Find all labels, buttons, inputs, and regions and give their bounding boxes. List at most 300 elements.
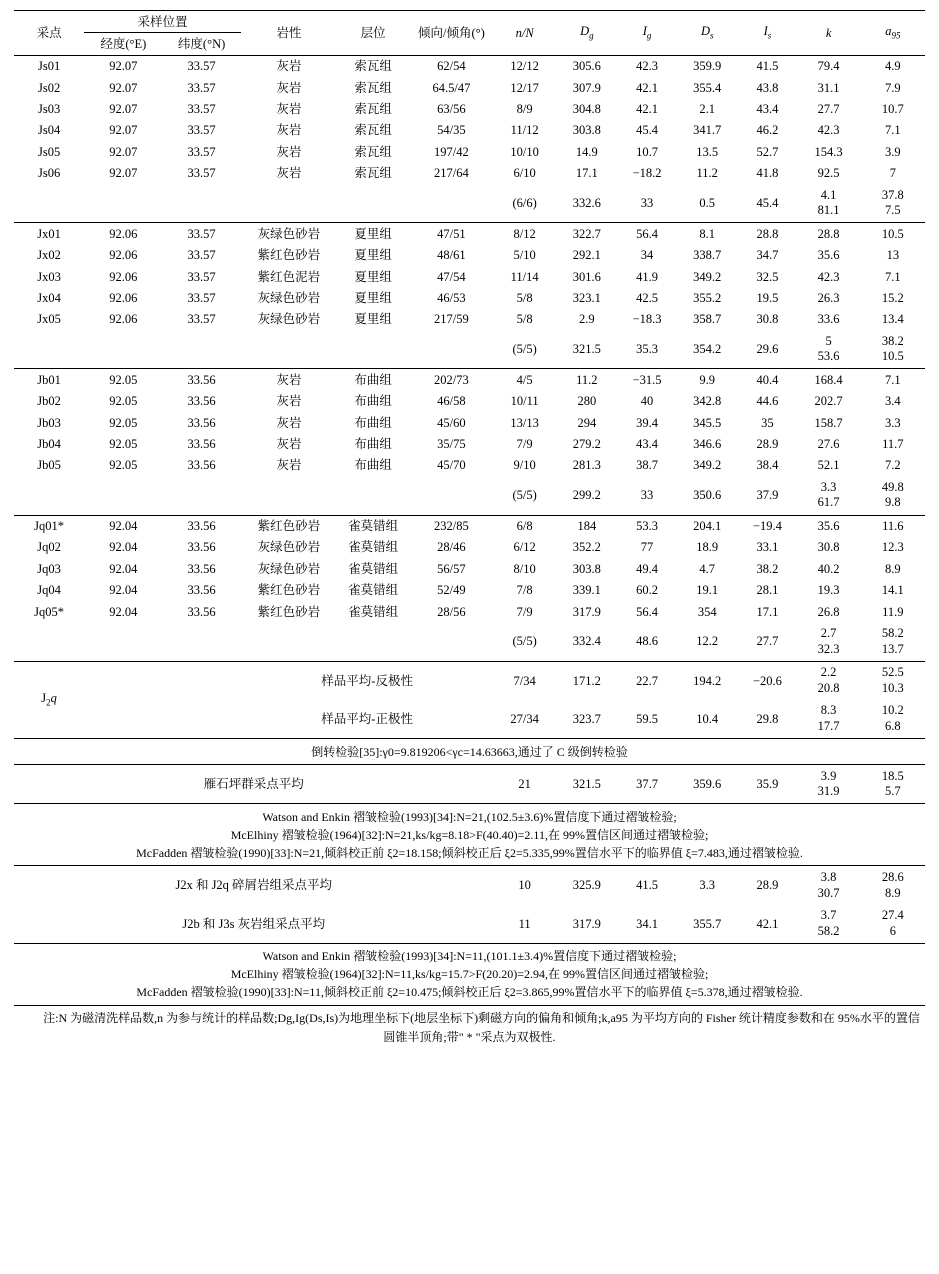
cell-site: Jb04: [37, 437, 61, 451]
cell-lon: 92.07: [109, 166, 138, 181]
cell-a95-strat: 7.5: [885, 203, 901, 218]
cell-k: 168.4: [814, 372, 843, 387]
cell-Dg: 303.8: [572, 123, 601, 138]
cell-nN: 5/8: [516, 290, 533, 305]
cell-k-strat: 30.7: [817, 885, 840, 900]
cell-a95-geo: 10.2: [881, 703, 904, 718]
cell-Ig: −18.2: [632, 166, 662, 181]
cell-lat: 33.57: [187, 248, 216, 263]
cell-Ig: 10.7: [636, 144, 658, 159]
cell-nN: 9/10: [513, 458, 536, 473]
cell-a95-strat: 5.7: [885, 784, 901, 799]
cell-Is: 43.4: [756, 102, 779, 116]
cell-Is: 28.9: [756, 437, 779, 451]
cell-k-pair: [797, 765, 861, 804]
cell-Dg: 294: [577, 415, 597, 430]
fold-test-mcfadden-1: McFadden 褶皱检验(1990)[33]:N=21,倾斜校正前 ξ2=18.158;倾斜校正后 ξ2=5.335,99%置信水平下的临界值 ξ=7.483,通过褶皱检验.: [136, 845, 803, 860]
cell-k-geo: 4.1: [820, 187, 837, 202]
cell-Dg: 332.6: [572, 195, 601, 210]
fold-test-watson-enkin-2: Watson and Enkin 褶皱检验(1993)[34]:N=11,(101.1±3.4)%置信度下通过褶皱检验;: [262, 949, 677, 964]
cell-horizon: 夏里组: [354, 290, 392, 305]
cell-Ds: 341.7: [693, 123, 722, 138]
cell-dip: 46/53: [437, 290, 466, 305]
cell-lon: 92.06: [109, 248, 138, 263]
cell-Is: 29.8: [756, 711, 779, 726]
cell-a95-strat: 8.9: [885, 885, 901, 900]
cell-lon: 92.04: [109, 604, 138, 619]
cell-a95: 14.1: [881, 583, 904, 598]
cell-nN: 5/10: [513, 248, 536, 263]
cell-Dg: 325.9: [572, 878, 601, 893]
cell-site: Jx03: [37, 269, 61, 284]
cell-horizon: 雀莫错组: [348, 561, 399, 576]
cell-Is: 38.4: [756, 458, 779, 473]
cell-lith: 灰绿色砂岩: [257, 290, 321, 305]
header-latitude: 纬度(°N): [177, 36, 226, 51]
cell-horizon: 布曲组: [354, 394, 392, 409]
group-mean-row: [14, 476, 925, 515]
table-row: [14, 580, 925, 601]
header-k: k: [825, 25, 832, 40]
cell-Dg: 304.8: [572, 102, 601, 116]
cell-Is: 35.9: [756, 777, 779, 792]
cell-k: 154.3: [814, 144, 843, 159]
cell-nN: 12/17: [510, 80, 539, 95]
cell-dip: 28/46: [437, 540, 466, 555]
cell-a95: 7.9: [885, 80, 901, 95]
cell-site: Jx05: [37, 312, 61, 327]
cell-k: 26.8: [817, 604, 840, 619]
header-horizon: 层位: [360, 25, 386, 40]
cell-dip: 45/60: [437, 415, 466, 430]
cell-Ig: 42.1: [636, 80, 658, 95]
cell-lat: 33.56: [187, 437, 216, 451]
cell-Ds: 204.1: [693, 519, 722, 533]
cell-Dg: 280: [577, 394, 597, 409]
cell-Is: 35: [761, 415, 774, 430]
fold-test-mcelhiny-2: McElhiny 褶皱检验(1964)[32]:N=11,ks/kg=15.7>F(20.20)=2.94,在 99%置信区间通过褶皱检验;: [230, 967, 709, 982]
cell-Is: 37.9: [756, 488, 779, 503]
cell-k-geo: 3.7: [820, 908, 837, 923]
cell-lat: 33.56: [187, 540, 216, 555]
limestone-mean-row: [14, 905, 925, 944]
cell-Ds: 359.9: [693, 59, 722, 74]
cell-a95: 13.4: [881, 312, 904, 327]
cell-nN: 4/5: [516, 372, 533, 387]
cell-horizon: 夏里组: [354, 226, 392, 241]
cell-site: Jb03: [37, 415, 61, 430]
table-row: [14, 163, 925, 184]
cell-Dg: 305.6: [572, 59, 601, 74]
cell-a95: 3.9: [885, 144, 901, 159]
cell-lat: 33.57: [187, 144, 216, 159]
cell-Dg: 317.9: [572, 604, 601, 619]
cell-k-geo: 3.3: [820, 479, 837, 494]
cell-Ds: 349.2: [693, 269, 722, 284]
cell-a95: 15.2: [881, 290, 904, 305]
cell-Is: 42.1: [756, 916, 779, 931]
table-footnote: 注:N 为磁清洗样品数,n 为参与统计的样品数;Dg,Ig(Ds,Is)为地理坐标下(地层坐标下)剩磁方向的偏角和倾角;k,a95 为平均方向的 Fisher 统计精度参数和在 95%水平的置信圆锥半顶角;带" * "采点为双极性.: [43, 1011, 920, 1044]
cell-a95: 12.3: [881, 540, 904, 555]
table-row: [14, 455, 925, 476]
cell-a95-geo: 28.6: [881, 869, 904, 884]
cell-Dg: 11.2: [576, 372, 598, 387]
header-site: 采点: [36, 25, 62, 40]
summary-label: [14, 866, 494, 905]
cell-Ds: 346.6: [693, 437, 722, 451]
cell-lith: 灰岩: [276, 372, 302, 387]
cell-Ds: 350.6: [693, 488, 722, 503]
cell-Ds: 19.1: [696, 583, 719, 598]
cell-lith: 灰岩: [276, 59, 302, 74]
cell-a95: 7.1: [885, 269, 901, 284]
table-row: [14, 55, 925, 77]
cell-lat: 33.57: [187, 312, 216, 327]
cell-site: Jq01*: [34, 519, 65, 533]
cell-a95-strat: 9.8: [885, 495, 901, 510]
cell-Dg: 323.7: [572, 711, 601, 726]
cell-a95: 10.5: [881, 226, 904, 241]
cell-horizon: 索瓦组: [354, 144, 392, 159]
table-row: [14, 77, 925, 98]
cell-Dg: 299.2: [572, 488, 601, 503]
cell-k-strat: 81.1: [817, 203, 840, 218]
cell-Ig: 35.3: [636, 342, 658, 357]
cell-Ig: −31.5: [632, 372, 662, 387]
cell-Is: 27.7: [756, 634, 779, 649]
fold-test-mcelhiny-1: McElhiny 褶皱检验(1964)[32]:N=21,ks/kg=8.18>F(40.40)=2.11,在 99%置信区间通过褶皱检验;: [230, 827, 709, 842]
header-Ds: $D_s$: [700, 24, 714, 41]
cell-Ig: 59.5: [636, 711, 658, 726]
cell-lon: 92.05: [109, 372, 138, 387]
cell-Is: 29.6: [756, 342, 779, 357]
cell-k-geo: 3.8: [820, 869, 837, 884]
cell-a95-geo: 37.8: [881, 187, 904, 202]
cell-site: Js05: [37, 144, 61, 159]
cell-k-geo: 5: [825, 333, 832, 348]
cell-Ds: 342.8: [693, 394, 722, 409]
cell-Is: 41.8: [756, 166, 779, 181]
cell-Ds: 10.4: [696, 711, 719, 726]
cell-Ig: 41.9: [636, 269, 658, 284]
cell-site: Jq03: [37, 561, 61, 576]
cell-a95: 3.4: [885, 394, 901, 409]
reversal-test-row: [14, 739, 925, 765]
table-row: [14, 99, 925, 120]
cell-lat: 33.56: [187, 519, 216, 533]
cell-Is: 43.8: [756, 80, 779, 95]
cell-Ig: 60.2: [636, 583, 658, 598]
cell-k-strat: 58.2: [817, 923, 840, 938]
cell-horizon: 雀莫错组: [348, 519, 399, 533]
cell-horizon: 索瓦组: [354, 59, 392, 74]
cell-Ig: 40: [640, 394, 654, 409]
cell-k-strat: 61.7: [817, 495, 840, 510]
cell-Ds: 0.5: [699, 195, 716, 210]
cell-lat: 33.57: [187, 290, 216, 305]
cell-k-geo: 2.7: [820, 625, 837, 640]
cell-lith: 灰岩: [276, 144, 302, 159]
clastic-mean-label: J2x 和 J2q 碎屑岩组采点平均: [175, 878, 333, 893]
cell-lith: 灰岩: [276, 80, 302, 95]
cell-Is: 17.1: [756, 604, 779, 619]
cell-dip: 63/56: [437, 102, 466, 116]
cell-nN: 11/14: [510, 269, 539, 284]
cell-Ig: 49.4: [636, 561, 658, 576]
cell-site: Jq04: [37, 583, 61, 598]
table-row: [14, 412, 925, 433]
cell-k: 30.8: [817, 540, 840, 555]
cell-k: 202.7: [814, 394, 843, 409]
cell-dip: 47/54: [437, 269, 466, 284]
cell-lith: 灰岩: [276, 415, 302, 430]
cell-Dg: 292.1: [572, 248, 601, 263]
cell-horizon: 夏里组: [354, 312, 392, 327]
cell-dip: 56/57: [437, 561, 466, 576]
table-row: [14, 537, 925, 558]
cell-horizon: 夏里组: [354, 248, 392, 263]
cell-Ig: 41.5: [636, 878, 658, 893]
cell-site: Js01: [37, 59, 61, 74]
cell-Ds: 355.4: [693, 80, 722, 95]
fold-test-block-1: [14, 804, 925, 866]
table-row: [14, 369, 925, 391]
header-Ig: $I_g$: [642, 24, 652, 41]
cell-Dg: 339.1: [572, 583, 601, 598]
cell-k: 92.5: [817, 166, 840, 181]
header-Dg: $D_g$: [580, 24, 594, 41]
table-row: [14, 309, 925, 330]
cell-Dg: 17.1: [575, 166, 598, 181]
fold-test-watson-enkin-1: Watson and Enkin 褶皱检验(1993)[34]:N=21,(102.5±3.6)%置信度下通过褶皱检验;: [262, 809, 677, 824]
cell-horizon: 索瓦组: [354, 123, 392, 138]
cell-Ig: 37.7: [636, 777, 658, 792]
cell-Dg: 279.2: [572, 437, 601, 451]
table-row: [14, 434, 925, 455]
cell-a95: 11.7: [882, 437, 904, 451]
cell-site: Jx04: [37, 290, 61, 305]
cell-lon: 92.06: [109, 226, 138, 241]
cell-dip: 217/59: [434, 312, 469, 327]
cell-nN: 8/9: [516, 102, 533, 116]
cell-Is: −20.6: [752, 673, 782, 688]
cell-Ig: 45.4: [636, 123, 658, 138]
header-lithology: 岩性: [276, 25, 302, 40]
cell-a95: 7: [889, 166, 896, 181]
cell-k-strat: 17.7: [817, 719, 840, 733]
cell-a95: 11.6: [882, 519, 904, 533]
cell-nN: 6/8: [516, 519, 533, 533]
cell-nN: 8/10: [513, 561, 536, 576]
cell-horizon: 索瓦组: [354, 102, 392, 116]
footnote-row: [14, 1005, 925, 1050]
cell-dip: 64.5/47: [432, 80, 471, 95]
limestone-mean-label: J2b 和 J3s 灰岩组采点平均: [182, 916, 326, 931]
group-mean-row: [14, 622, 925, 661]
cell-lith: 紫红色砂岩: [257, 604, 321, 619]
cell-lat: 33.57: [187, 269, 216, 284]
cell-k-pair: [797, 700, 861, 739]
cell-lith: 灰绿色砂岩: [257, 561, 321, 576]
cell-Ds: 11.2: [696, 166, 718, 181]
cell-a95-pair: [861, 330, 925, 369]
cell-lat: 33.57: [187, 59, 216, 74]
cell-k: 27.7: [817, 102, 840, 116]
cell-Ds: 2.1: [699, 102, 716, 116]
cell-nN: (5/5): [512, 634, 537, 649]
cell-Ds: 9.9: [699, 372, 716, 387]
cell-k-strat: 31.9: [817, 784, 840, 799]
table-row: [14, 120, 925, 141]
table-row: [14, 601, 925, 622]
cell-k-pair: [797, 330, 861, 369]
group-mean-row: [14, 330, 925, 369]
cell-a95-geo: 58.2: [881, 625, 904, 640]
cell-dip: 45/70: [437, 458, 466, 473]
cell-nN: 10: [518, 878, 531, 893]
cell-horizon: 索瓦组: [354, 166, 392, 181]
cell-a95: 7.1: [885, 372, 901, 387]
cell-horizon: 雀莫错组: [348, 604, 399, 619]
cell-Dg: 281.3: [572, 458, 601, 473]
cell-lith: 紫红色砂岩: [257, 519, 321, 533]
cell-a95-pair: [861, 700, 925, 739]
cell-Ig: 22.7: [636, 673, 658, 688]
cell-Ig: 53.3: [636, 519, 658, 533]
cell-Ds: 8.1: [699, 226, 716, 241]
table-row: [14, 266, 925, 287]
cell-site: Js02: [37, 80, 61, 95]
cell-site: Js06: [37, 166, 61, 181]
cell-Ds: 194.2: [693, 673, 722, 688]
cell-Ig: 33: [640, 195, 654, 210]
cell-k-pair: [797, 905, 861, 944]
cell-Dg: 184: [577, 519, 597, 533]
summary-label: 雁石坪群采点平均: [203, 777, 304, 792]
cell-nN: 11/12: [510, 123, 539, 138]
cell-dip: 62/54: [437, 59, 466, 74]
cell-lith: 灰绿色砂岩: [257, 312, 321, 327]
cell-Ds: 355.2: [693, 290, 722, 305]
cell-lon: 92.06: [109, 269, 138, 284]
cell-Is: 28.9: [756, 878, 779, 893]
cell-Is: 28.8: [756, 226, 779, 241]
cell-dip: 35/75: [437, 437, 466, 451]
cell-dip: 202/73: [434, 372, 469, 387]
cell-Dg: 307.9: [572, 80, 601, 95]
j2q-label: $J_2q$: [41, 691, 57, 708]
cell-a95: 7.2: [885, 458, 901, 473]
cell-lat: 33.56: [187, 394, 216, 409]
cell-nN: 7/9: [516, 604, 533, 619]
cell-Ig: 34.1: [636, 916, 658, 931]
cell-k-pair: [797, 866, 861, 905]
cell-lith: 灰岩: [276, 102, 302, 116]
cell-a95-strat: 10.5: [881, 349, 904, 364]
cell-Is: 46.2: [756, 123, 779, 138]
paleomagnetic-data-table: [14, 10, 925, 1050]
cell-a95-pair: [861, 765, 925, 804]
cell-Ig: 34: [640, 248, 654, 263]
header-Is: $I_s$: [763, 24, 772, 41]
polarity-desc: 样品平均-反极性: [321, 673, 413, 688]
cell-Ig: 39.4: [636, 415, 658, 430]
cell-Is: 28.1: [756, 583, 779, 598]
cell-lat: 33.57: [187, 102, 216, 116]
table-row: [14, 391, 925, 412]
cell-site: Jx01: [37, 226, 61, 241]
cell-lon: 92.07: [109, 59, 138, 74]
cell-Ds: 349.2: [693, 458, 722, 473]
cell-Ig: 42.5: [636, 290, 658, 305]
cell-nN: (6/6): [512, 195, 537, 210]
cell-site: Jx02: [37, 248, 61, 263]
cell-lon: 92.05: [109, 394, 138, 409]
cell-Ds: 13.5: [696, 144, 719, 159]
cell-lat: 33.57: [187, 123, 216, 138]
cell-k: 35.6: [817, 248, 840, 263]
cell-k-geo: 3.9: [820, 768, 837, 783]
cell-lon: 92.07: [109, 123, 138, 138]
cell-lith: 紫红色泥岩: [257, 269, 321, 284]
cell-a95-pair: [861, 661, 925, 700]
cell-Ig: 42.1: [636, 102, 658, 116]
cell-a95-pair: [861, 622, 925, 661]
cell-Ig: 38.7: [636, 458, 658, 473]
cell-Ig: 42.3: [636, 59, 658, 74]
cell-Ig: 56.4: [636, 604, 658, 619]
group-mean-row: [14, 184, 925, 223]
cell-site: Js04: [37, 123, 61, 138]
cell-nN: 5/8: [516, 312, 533, 327]
cell-Is: 45.4: [756, 195, 779, 210]
cell-Is: 52.7: [756, 144, 779, 159]
cell-Dg: 322.7: [572, 226, 601, 241]
cell-a95-pair: [861, 866, 925, 905]
cell-lon: 92.04: [109, 519, 138, 533]
cell-lith: 紫红色砂岩: [257, 583, 321, 598]
cell-Is: 44.6: [756, 394, 779, 409]
cell-lon: 92.06: [109, 312, 138, 327]
cell-Ig: 33: [640, 488, 654, 503]
cell-Ds: 359.6: [693, 777, 722, 792]
polarity-row-reverse: [14, 661, 925, 700]
cell-Ds: 4.7: [699, 561, 716, 576]
cell-lith: 灰岩: [276, 394, 302, 409]
cell-dip: 54/35: [437, 123, 466, 138]
cell-horizon: 雀莫错组: [348, 540, 399, 555]
cell-k-pair: [797, 476, 861, 515]
fold-test-block-2: [14, 943, 925, 1005]
cell-nN: 21: [518, 777, 531, 792]
table-row: [14, 558, 925, 579]
cell-horizon: 夏里组: [354, 269, 392, 284]
cell-Dg: 303.8: [572, 561, 601, 576]
cell-nN: 27/34: [510, 711, 539, 726]
table-row: [14, 245, 925, 266]
cell-dip: 47/51: [437, 226, 466, 241]
cell-horizon: 雀莫错组: [348, 583, 399, 598]
cell-Ds: 358.7: [693, 312, 722, 327]
cell-Dg: 2.9: [579, 312, 595, 327]
cell-a95: 8.9: [885, 561, 901, 576]
cell-k: 19.3: [817, 583, 840, 598]
cell-nN: (5/5): [512, 488, 537, 503]
cell-k-strat: 53.6: [817, 349, 840, 364]
cell-lat: 33.57: [187, 226, 216, 241]
cell-Ds: 18.9: [696, 540, 719, 555]
cell-lon: 92.07: [109, 144, 138, 159]
